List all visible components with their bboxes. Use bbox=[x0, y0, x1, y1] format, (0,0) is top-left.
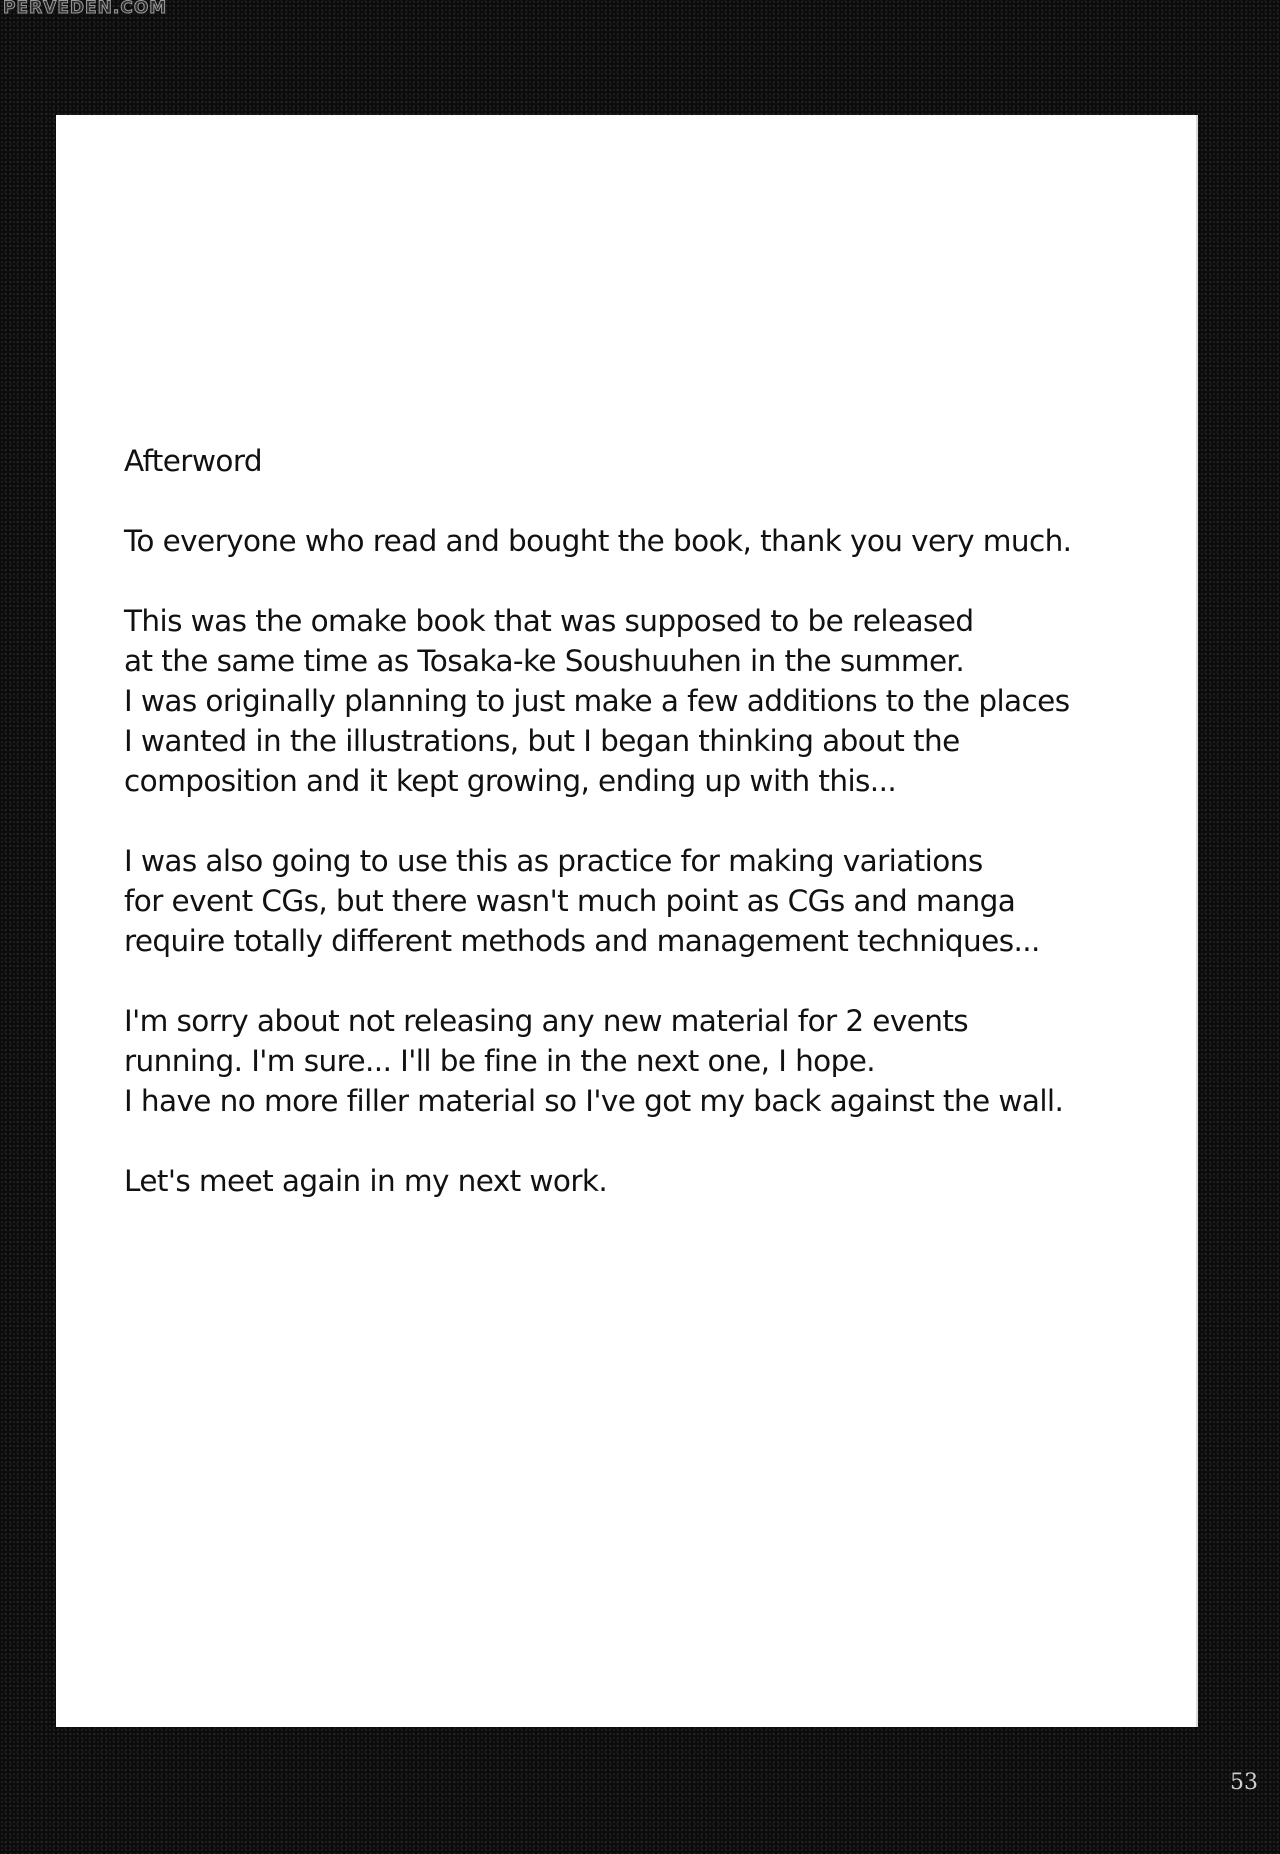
text-line: I'm sorry about not releasing any new material for 2 events bbox=[124, 1004, 969, 1038]
manga-page-sheet bbox=[56, 115, 1198, 1727]
afterword-paragraph-practice bbox=[124, 841, 1184, 961]
afterword-paragraph-apology bbox=[124, 1001, 1184, 1121]
afterword-paragraph-thanks bbox=[124, 521, 1184, 561]
text-line: running. I'm sure... I'll be fine in the next one, I hope. bbox=[124, 1044, 876, 1078]
text-line: I was also going to use this as practice for making variations bbox=[124, 844, 983, 878]
page-number: 53 bbox=[1230, 1770, 1258, 1795]
text-line: composition and it kept growing, ending up with this... bbox=[124, 764, 897, 798]
site-watermark: PERVEDEN.COM bbox=[3, 0, 168, 18]
text-line: Let's meet again in my next work. bbox=[124, 1164, 608, 1198]
afterword-heading: Afterword bbox=[124, 444, 262, 478]
text-line: I wanted in the illustrations, but I began thinking about the bbox=[124, 724, 960, 758]
text-line: I was originally planning to just make a few additions to the places bbox=[124, 684, 1070, 718]
afterword-text-block bbox=[124, 441, 1184, 1241]
text-line: for event CGs, but there wasn't much point as CGs and manga bbox=[124, 884, 1016, 918]
text-line: To everyone who read and bought the book, thank you very much. bbox=[124, 524, 1072, 558]
afterword-paragraph-omake bbox=[124, 601, 1184, 801]
text-line: This was the omake book that was supposed to be released bbox=[124, 604, 974, 638]
afterword-paragraph-farewell bbox=[124, 1161, 1184, 1201]
text-line: require totally different methods and management techniques... bbox=[124, 924, 1040, 958]
text-line: I have no more filler material so I've got my back against the wall. bbox=[124, 1084, 1064, 1118]
text-line: at the same time as Tosaka-ke Soushuuhen in the summer. bbox=[124, 644, 965, 678]
